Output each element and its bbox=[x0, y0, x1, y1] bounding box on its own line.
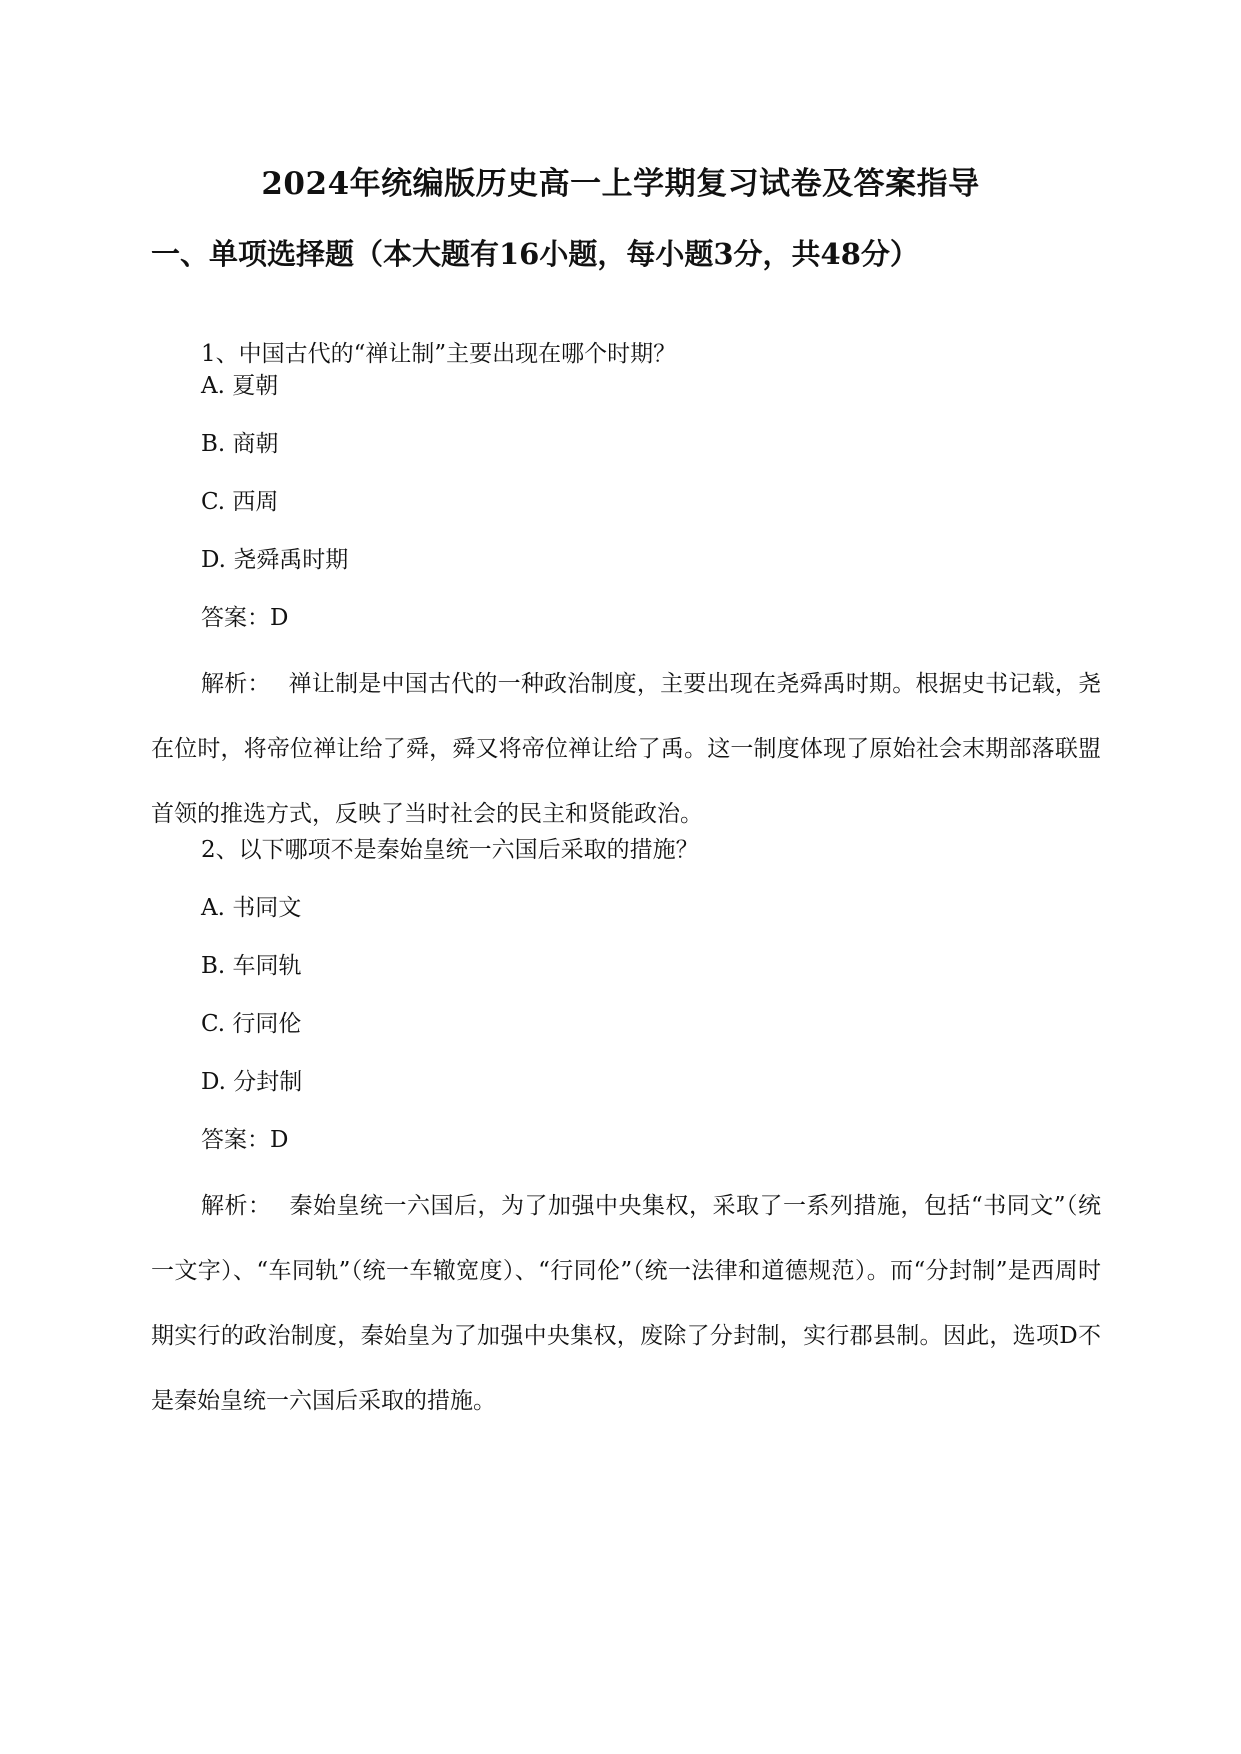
question-2-analysis bbox=[151, 1174, 1101, 1434]
question-1-option-d: D. 尧舜禹时期 bbox=[201, 547, 349, 573]
question-2-stem: 2、以下哪项不是秦始皇统一六国后采取的措施？ bbox=[201, 837, 699, 863]
analysis-text: 禅让制是中国古代的一种政治制度，主要出现在尧舜禹时期。根据史书记载，尧在位时，将帝位禅让给了舜，舜又将帝位禅让给了禹。这一制度体现了原始社会末期部落联盟首领的推选方式，反映了当时社会的民主和贤能政治。 bbox=[151, 671, 1102, 827]
question-1-option-c: C. 西周 bbox=[201, 489, 279, 515]
analysis-label: 解析： bbox=[201, 1193, 272, 1219]
question-1-option-b: B. 商朝 bbox=[201, 431, 279, 457]
question-1-option-a: A. 夏朝 bbox=[201, 373, 279, 399]
question-2-option-b: B. 车同轨 bbox=[201, 953, 302, 979]
section-heading: 一、单项选择题（本大题有16小题，每小题3分，共48分） bbox=[151, 237, 919, 271]
question-1-stem: 1、中国古代的“禅让制”主要出现在哪个时期？ bbox=[201, 341, 677, 367]
question-1-answer: 答案：D bbox=[201, 605, 289, 631]
question-2-option-c: C. 行同伦 bbox=[201, 1011, 302, 1037]
question-2-option-d: D. 分封制 bbox=[201, 1069, 303, 1095]
question-1-analysis bbox=[151, 652, 1101, 847]
document-title: 2024年统编版历史高一上学期复习试卷及答案指导 bbox=[261, 166, 980, 202]
question-2-answer: 答案：D bbox=[201, 1127, 289, 1153]
analysis-label: 解析： bbox=[201, 671, 271, 697]
question-2-option-a: A. 书同文 bbox=[201, 895, 302, 921]
analysis-text: 秦始皇统一六国后，为了加强中央集权，采取了一系列措施，包括“书同文”（统一文字）、“车同轨”（统一车辙宽度）、“行同伦”（统一法律和道德规范）。而“分封制”是西周时期实行的政治制度，秦始皇为了加强中央集权，废除了分封制，实行郡县制。因此，选项D不是秦始皇统一六国后采取的措施。 bbox=[151, 1193, 1101, 1414]
